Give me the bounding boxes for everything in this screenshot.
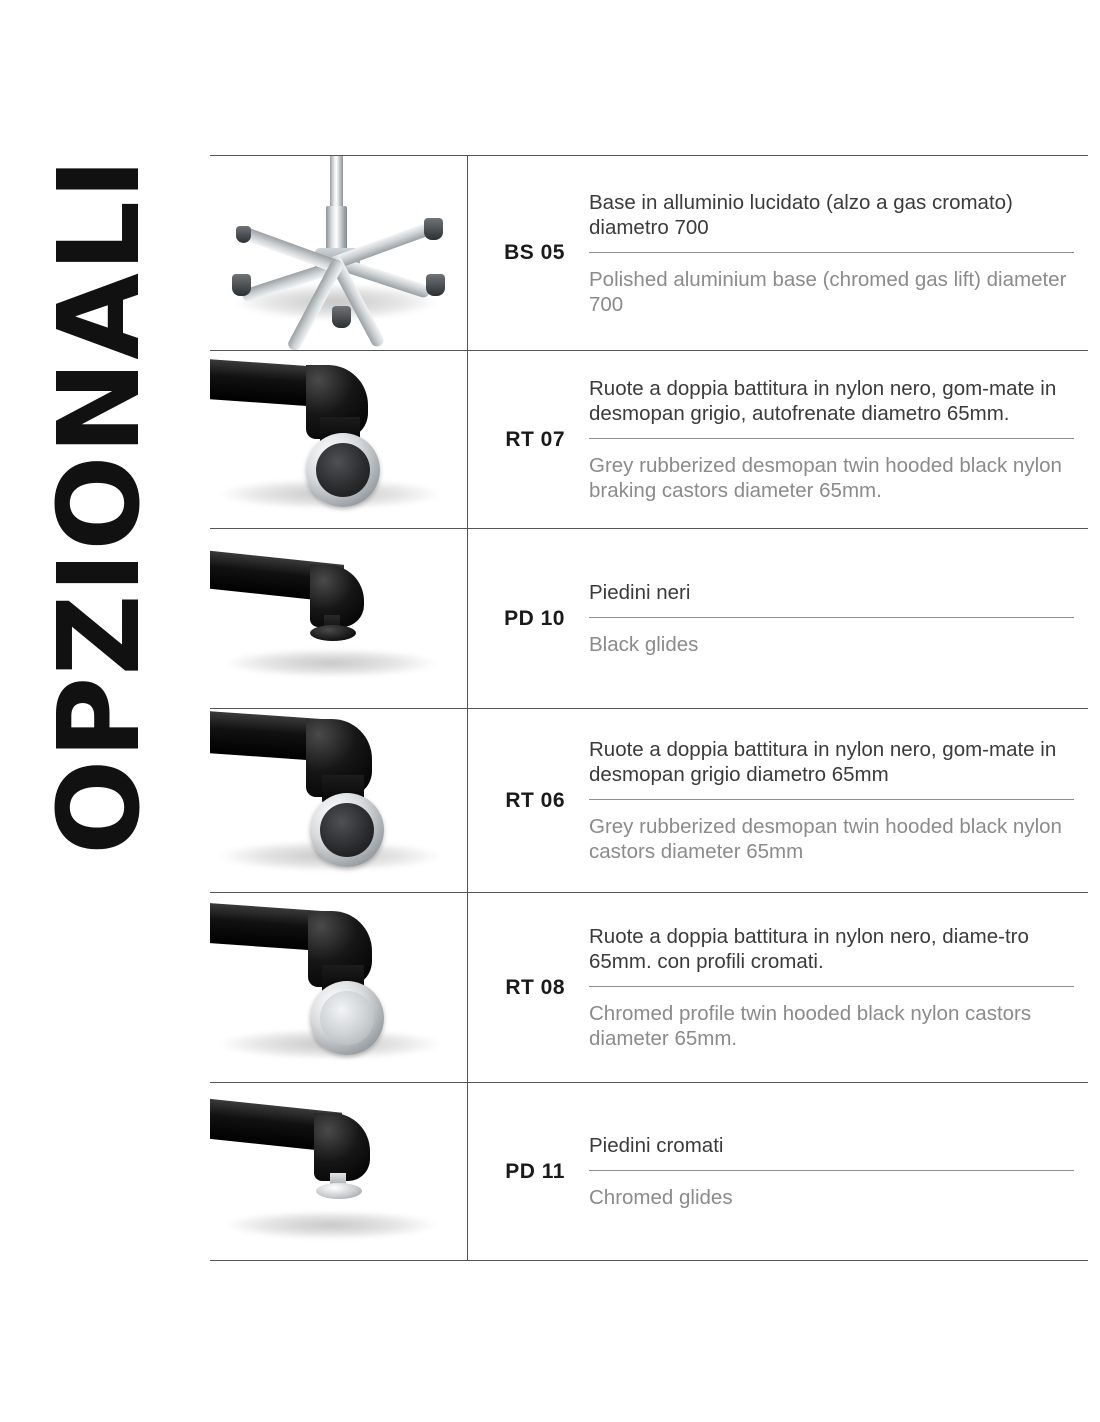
option-code: RT 08 [505, 975, 565, 999]
chair-base-photo [210, 156, 468, 350]
chromed-castor-photo [210, 893, 468, 1082]
table-row [210, 351, 1088, 529]
option-description [573, 156, 1088, 350]
option-description [573, 709, 1088, 892]
description-it: Ruote a doppia battitura in nylon nero, diame-tro 65mm. con profili cromati. [589, 925, 1029, 973]
description-en: Grey rubberized desmopan twin hooded black nylon castors diameter 65mm [589, 815, 1062, 863]
description-it: Piedini neri [589, 581, 691, 604]
description-en: Chromed profile twin hooded black nylon castors diameter 65mm. [589, 1002, 1032, 1050]
option-code: BS 05 [504, 241, 565, 264]
option-description [573, 893, 1088, 1082]
options-table [210, 155, 1088, 1261]
page-title-text: OPZIONALI [35, 157, 165, 855]
chromed-glide-photo [210, 1083, 468, 1260]
table-row [210, 156, 1088, 351]
option-description [573, 351, 1088, 528]
page-title [0, 150, 200, 870]
description-en: Polished aluminium base (chromed gas lift) diameter 700 [589, 267, 1067, 316]
description-it: Base in alluminio lucidato (alzo a gas cromato) diametro 700 [589, 190, 1013, 239]
braking-castor-photo [210, 351, 468, 528]
option-code: RT 07 [505, 427, 565, 451]
description-en: Black glides [589, 633, 699, 656]
option-code: PD 10 [504, 606, 565, 630]
option-description [573, 1083, 1088, 1260]
table-row [210, 529, 1088, 709]
option-code: RT 06 [505, 788, 565, 812]
description-it: Ruote a doppia battitura in nylon nero, gom-mate in desmopan grigio diametro 65mm [589, 738, 1057, 786]
black-glide-photo [210, 529, 468, 708]
table-row [210, 709, 1088, 893]
table-row [210, 1083, 1088, 1261]
description-it: Ruote a doppia battitura in nylon nero, gom-mate in desmopan grigio, autofrenate diametro 65mm. [589, 377, 1057, 425]
description-en: Chromed glides [589, 1186, 733, 1209]
option-code: PD 11 [505, 1159, 565, 1183]
desmopan-castor-photo [210, 709, 468, 892]
description-it: Piedini cromati [589, 1134, 724, 1157]
description-en: Grey rubberized desmopan twin hooded black nylon braking castors diameter 65mm. [589, 454, 1062, 502]
table-row [210, 893, 1088, 1083]
option-description [573, 529, 1088, 708]
